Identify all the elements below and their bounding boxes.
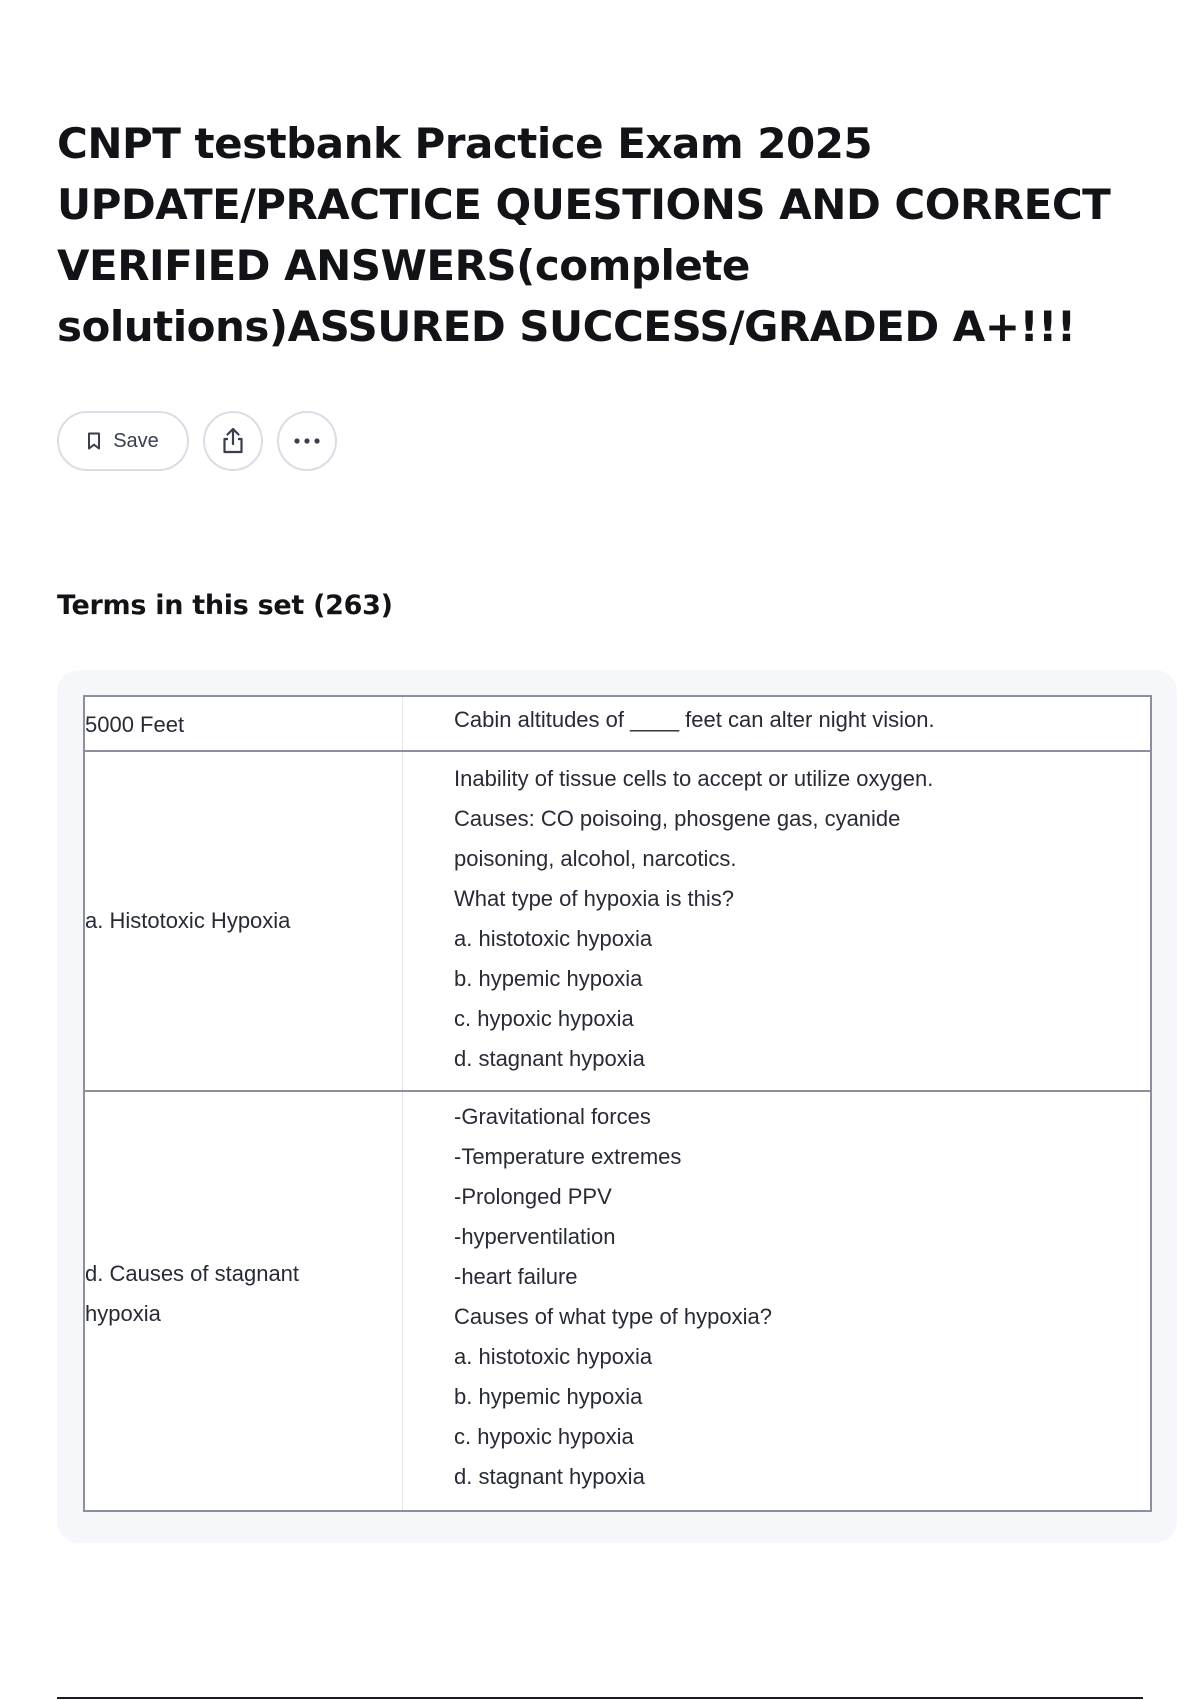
definition-line: -Gravitational forces [454,1104,651,1129]
share-button[interactable] [203,411,263,471]
terms-table [83,695,1152,1512]
share-icon [220,427,246,455]
definition-line: Causes of what type of hypoxia? [454,1304,772,1329]
definition-line: -hyperventilation [454,1224,616,1249]
definition-line: Causes: CO poisoing, phosgene gas, cyanide [454,806,901,831]
terms-panel [57,670,1177,1543]
definition-line: Cabin altitudes of ____ feet can alter night vision. [454,707,935,732]
save-button[interactable] [57,411,189,471]
definition-line: a. histotoxic hypoxia [454,926,653,951]
definition-line: -Temperature extremes [454,1144,682,1169]
term-cell: a. Histotoxic Hypoxia [85,752,403,1090]
definition-line: c. hypoxic hypoxia [454,1424,634,1449]
page-title: CNPT testbank Practice Exam 2025 UPDATE/PRACTICE QUESTIONS AND CORRECT VERIFIED ANSWERS(complete solutions)ASSURED SUCCESS/GRADED A+!!! [57,119,1111,351]
definition-line: a. histotoxic hypoxia [454,1344,653,1369]
term-cell: d. Causes of stagnant hypoxia [85,1092,403,1510]
definition-line: b. hypemic hypoxia [454,1384,643,1409]
term-row [85,697,1150,752]
definition-cell [403,752,1150,1090]
term-row [85,752,1150,1092]
definition-cell [403,697,1150,750]
definition-line: poisoning, alcohol, narcotics. [454,846,737,871]
definition-line: -Prolonged PPV [454,1184,612,1209]
definition-line: d. stagnant hypoxia [454,1464,645,1489]
definition-cell [403,1092,1150,1510]
definition-line: b. hypemic hypoxia [454,966,643,991]
definition-line: What type of hypoxia is this? [454,886,735,911]
more-options-button[interactable] [277,411,337,471]
term-cell: 5000 Feet [85,697,403,750]
more-icon [292,437,322,445]
term-row [85,1092,1150,1510]
bookmark-icon [87,432,101,450]
definition-line: c. hypoxic hypoxia [454,1006,634,1031]
definition-line: -heart failure [454,1264,578,1289]
action-bar [57,411,337,471]
save-button-label: Save [113,429,159,452]
definition-line: d. stagnant hypoxia [454,1046,645,1071]
divider [57,1697,1143,1699]
definition-line: Inability of tissue cells to accept or utilize oxygen. [454,766,934,791]
terms-heading: Terms in this set (263) [57,590,393,621]
